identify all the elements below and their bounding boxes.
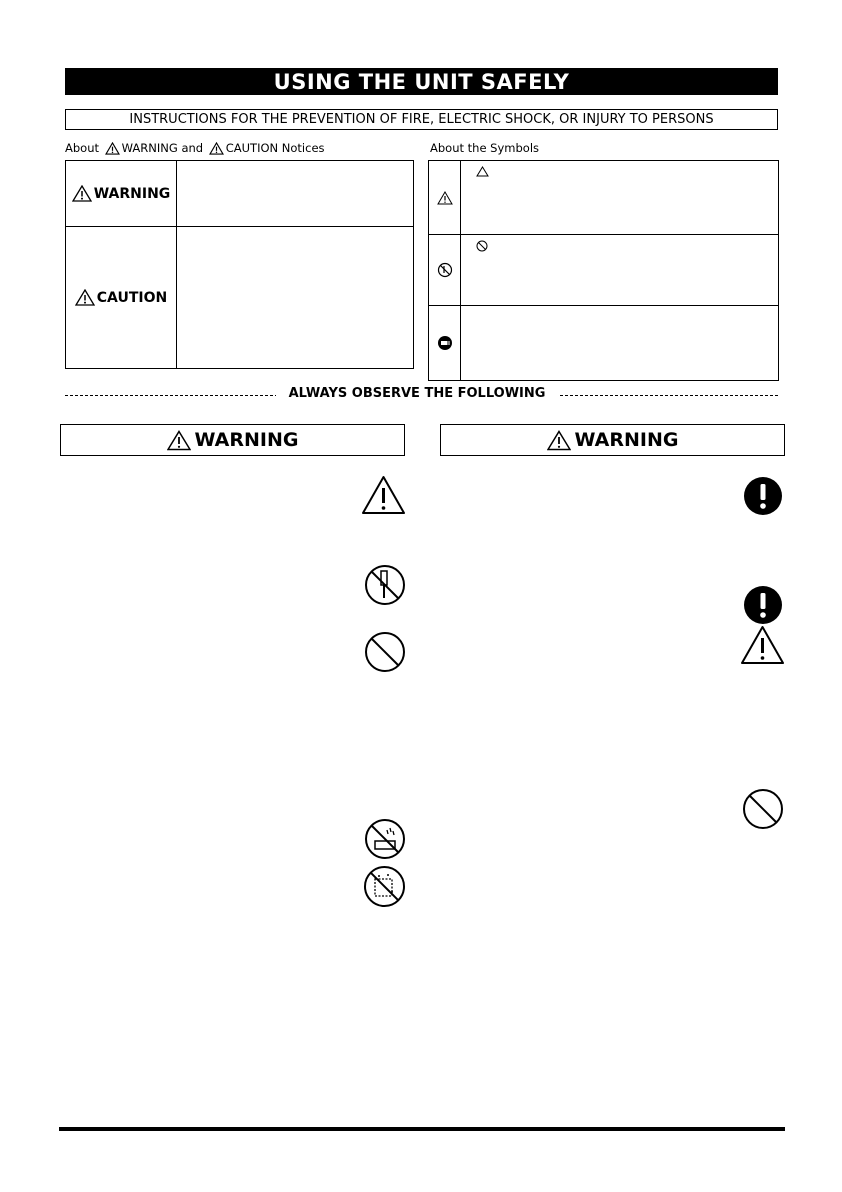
footer-rule	[59, 1127, 785, 1131]
warning-header-left-text: WARNING	[194, 429, 299, 451]
notices-heading-caution: CAUTION	[225, 141, 279, 155]
no-water-icon	[364, 818, 406, 860]
warning-triangle-icon	[361, 475, 406, 515]
warning-triangle-icon	[437, 191, 453, 205]
warning-triangle-icon	[740, 625, 785, 665]
warning-triangle-icon	[72, 185, 92, 202]
notice-row-warning	[66, 161, 413, 227]
prohibition-circle-icon	[364, 631, 406, 673]
mandatory-exclamation-icon	[743, 585, 783, 625]
symbols-heading: About the Symbols	[430, 141, 540, 155]
keep-away-children-icon	[363, 865, 406, 908]
notice-label-warning: WARNING	[93, 185, 171, 202]
notices-heading	[65, 141, 325, 155]
no-disassembly-icon	[364, 564, 406, 606]
inline-triangle-icon	[476, 166, 489, 177]
prohibition-circle-icon	[742, 788, 784, 830]
mandatory-exclamation-icon	[743, 476, 783, 516]
notice-row-caution	[66, 227, 413, 368]
warning-header-left	[60, 424, 405, 456]
notices-heading-and: and	[181, 141, 204, 155]
notices-heading-suffix: Notices	[281, 141, 325, 155]
warning-triangle-icon	[105, 142, 120, 155]
warning-triangle-icon	[547, 430, 571, 451]
caution-triangle-icon	[209, 142, 224, 155]
symbol-row-prohibit	[429, 235, 778, 306]
warning-header-right-text: WARNING	[574, 429, 679, 451]
notices-heading-prefix: About	[65, 141, 100, 155]
notice-label-caution: CAUTION	[96, 289, 168, 306]
notices-table	[65, 160, 414, 369]
inline-prohibit-icon	[476, 240, 488, 252]
instructions-box	[65, 109, 778, 130]
symbol-row-mandatory	[429, 306, 778, 380]
always-observe-heading: ALWAYS OBSERVE THE FOLLOWING	[276, 386, 558, 401]
page-title-banner	[65, 68, 778, 95]
symbols-table	[428, 160, 779, 381]
instructions-text: INSTRUCTIONS FOR THE PREVENTION OF FIRE, ELECTRIC SHOCK, OR INJURY TO PERSONS	[129, 112, 714, 127]
warning-header-right	[440, 424, 785, 456]
symbol-row-triangle	[429, 161, 778, 235]
page-title: USING THE UNIT SAFELY	[273, 69, 570, 94]
notices-heading-warning: WARNING	[121, 141, 178, 155]
no-disassembly-icon	[437, 262, 453, 278]
warning-triangle-icon	[167, 430, 191, 451]
caution-triangle-icon	[75, 289, 95, 306]
unplug-icon	[437, 335, 453, 351]
